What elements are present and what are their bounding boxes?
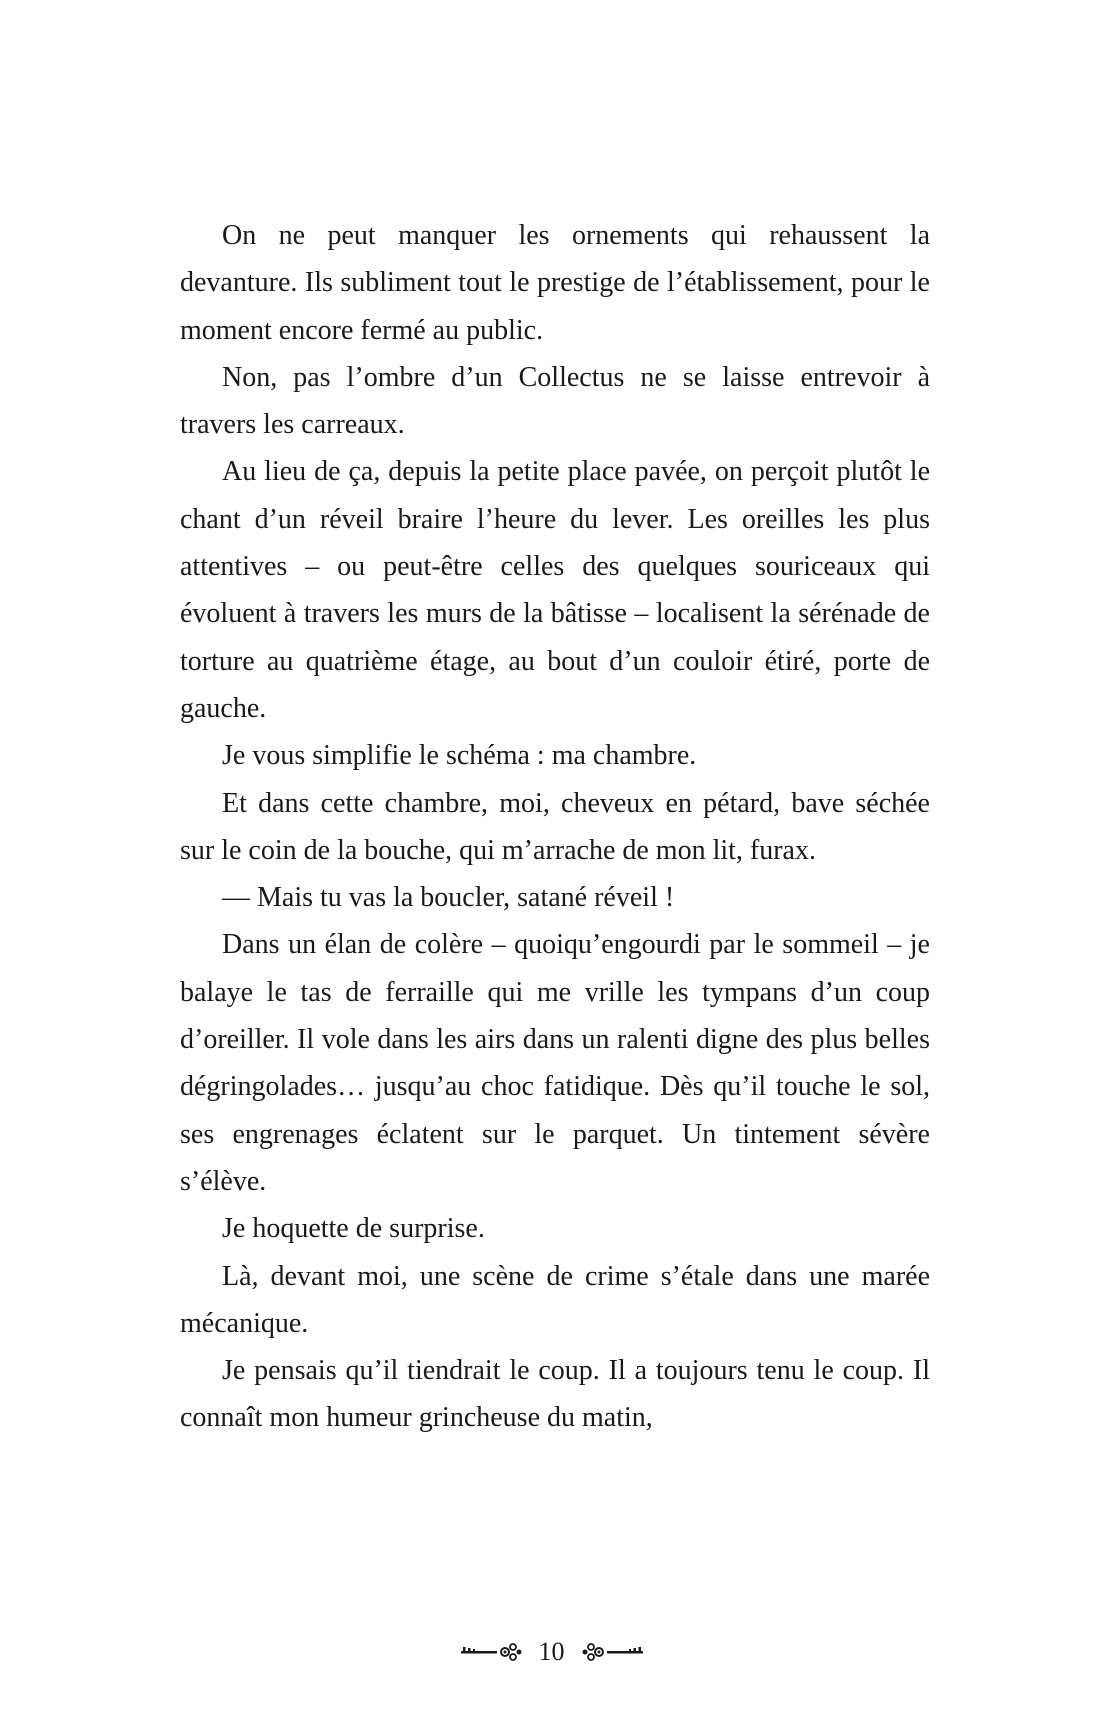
key-ornament-right-icon <box>577 1641 647 1663</box>
paragraph-3: Au lieu de ça, depuis la petite place pavée, on perçoit plutôt le chant d’un réveil braire l’heure du lever. Les oreilles les plus attentives – ou peut-être celles des quelques souriceaux qui évoluent à travers les murs de la bâtisse – localisent la sérénade de torture au quatrième étage, au bout d’un couloir étiré, porte de gauche. <box>180 456 930 724</box>
paragraph-8: Je hoquette de surprise. <box>222 1213 485 1245</box>
paragraph-1: On ne peut manquer les ornements qui rehaussent la devanture. Ils subliment tout le prestige de l’établissement, pour le moment encore fermé au public. <box>180 220 930 346</box>
paragraph-4: Je vous simplifie le schéma : ma chambre. <box>222 740 697 772</box>
paragraph-5: Et dans cette chambre, moi, cheveux en pétard, bave séchée sur le coin de la bouche, qui m’arrache de mon lit, furax. <box>180 787 930 866</box>
key-ornament-left-icon <box>457 1641 527 1663</box>
paragraph-7: Dans un élan de colère – quoiqu’engourdi par le sommeil – je balaye le tas de ferraille qui me vrille les tympans d’un coup d’oreiller. Il vole dans les airs dans un ralenti digne des plus belles dégringolades… jusqu’au choc fatidique. Dès qu’il touche le sol, ses engrenages éclatent sur le parquet. Un tintement sévère s’élève. <box>180 929 930 1197</box>
page-folio <box>0 1632 1103 1672</box>
paragraph-2: Non, pas l’ombre d’un Collectus ne se laisse entrevoir à travers les carreaux. <box>180 361 930 441</box>
page-number: 10 <box>538 1637 565 1666</box>
paragraph-6: — Mais tu vas la boucler, satané réveil ! <box>222 882 675 914</box>
paragraph-10: Je pensais qu’il tiendrait le coup. Il a toujours tenu le coup. Il connaît mon humeur grincheuse du matin, <box>180 1355 930 1434</box>
paragraph-9: Là, devant moi, une scène de crime s’étale dans une marée mécanique. <box>180 1260 930 1339</box>
body-text <box>180 212 930 1442</box>
